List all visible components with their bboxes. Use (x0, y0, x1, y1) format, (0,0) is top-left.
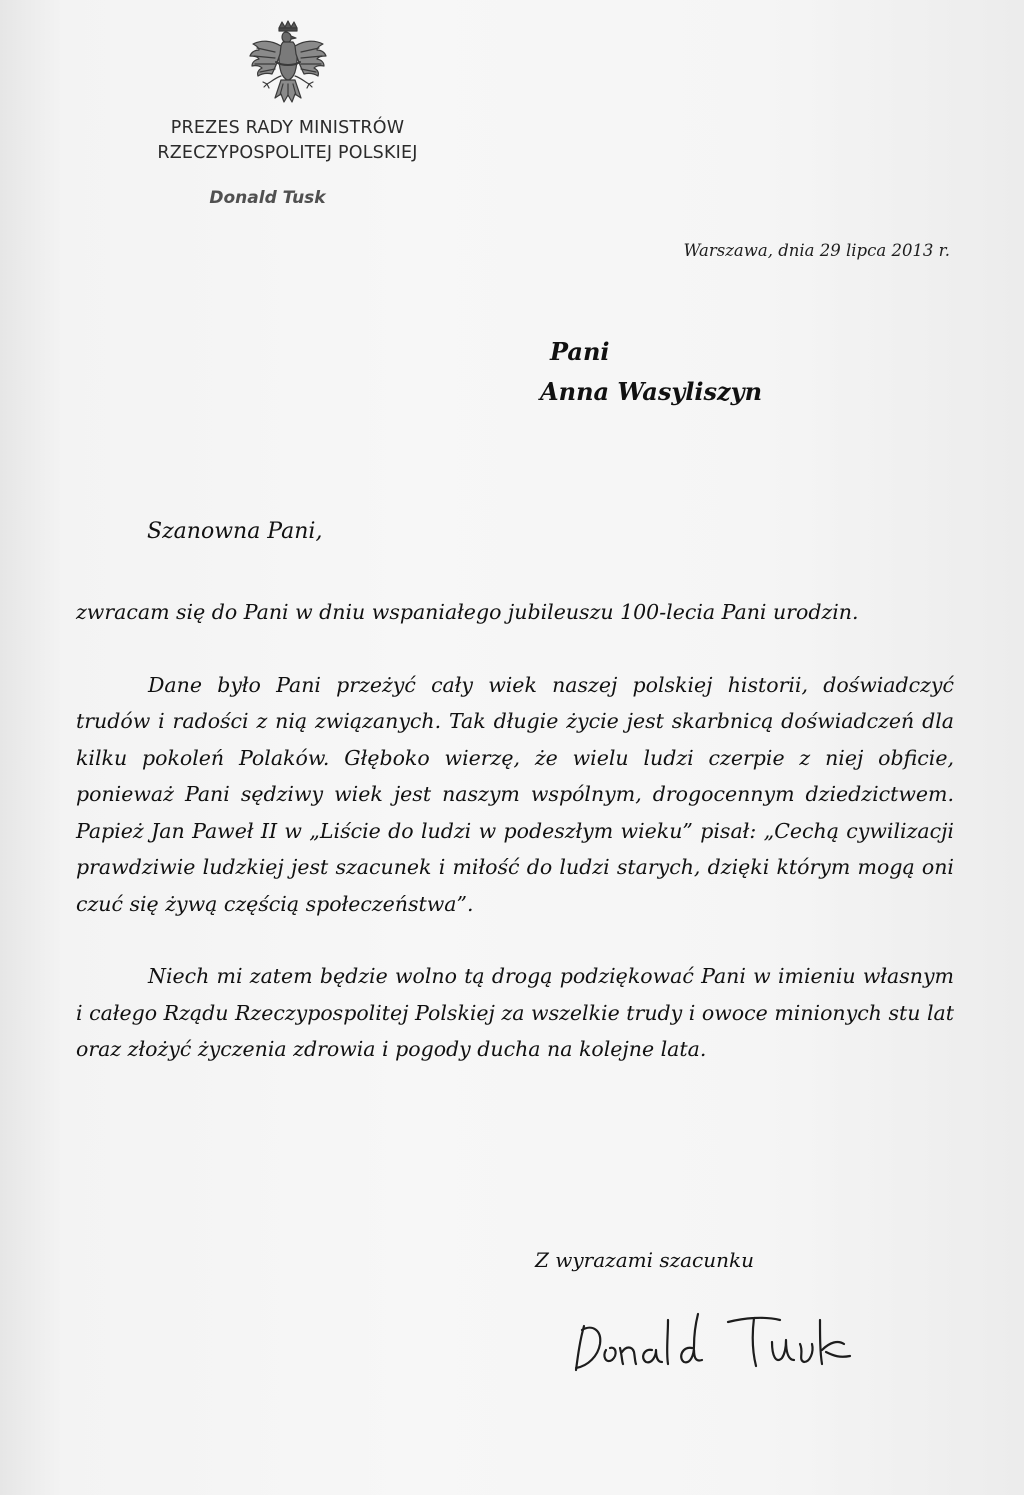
office-title (120, 116, 455, 166)
letter-date: Warszawa, dnia 29 lipca 2013 r. (683, 241, 950, 260)
closing-phrase: Z wyrazami szacunku (535, 1248, 755, 1272)
recipient-title: Pani (550, 337, 610, 366)
office-title-line2: RZECZYPOSPOLITEJ POLSKIEJ (157, 143, 418, 163)
prime-minister-name: Donald Tusk (209, 188, 326, 208)
paragraph-2: Dane było Pani przeżyć cały wiek naszej polskiej historii, doświadczyć trudów i radości z nią związanych. Tak długie życie jest skarbnicą doświadczeń dla kilku pokoleń Polaków. Głęboko wierzę, że wielu ludzi czerpie z niej obficie, ponieważ Pani sędziwy wiek jest naszym wspólnym, drogocennym dziedzictwem. Papież Jan Paweł II w „Liście do ludzi w podeszłym wieku” pisał: „Cechą cywilizacji prawdziwie ludzkiej jest szacunek i miłość do ludzi starych, dzięki którym mogą oni czuć się żywą częścią społeczeństwa”. (76, 672, 954, 916)
letter-body (76, 594, 954, 1068)
handwritten-signature-icon (568, 1300, 858, 1380)
office-title-line1: PREZES RADY MINISTRÓW (170, 118, 405, 138)
letterhead (120, 18, 455, 208)
recipient (540, 332, 762, 412)
white-eagle-emblem-icon (245, 18, 331, 114)
salutation: Szanowna Pani, (147, 519, 323, 544)
paragraph-3: Niech mi zatem będzie wolno tą drogą podziękować Pani w imieniu własnym i całego Rządu Rzeczypospolitej Polskiej za wszelkie trudy i owoce minionych stu lat oraz złożyć życzenia zdrowia i pogody ducha na kolejne lata. (76, 964, 954, 1061)
recipient-name: Anna Wasyliszyn (540, 377, 763, 406)
paragraph-1: zwracam się do Pani w dniu wspaniałego jubileuszu 100-lecia Pani urodzin. (76, 600, 859, 624)
